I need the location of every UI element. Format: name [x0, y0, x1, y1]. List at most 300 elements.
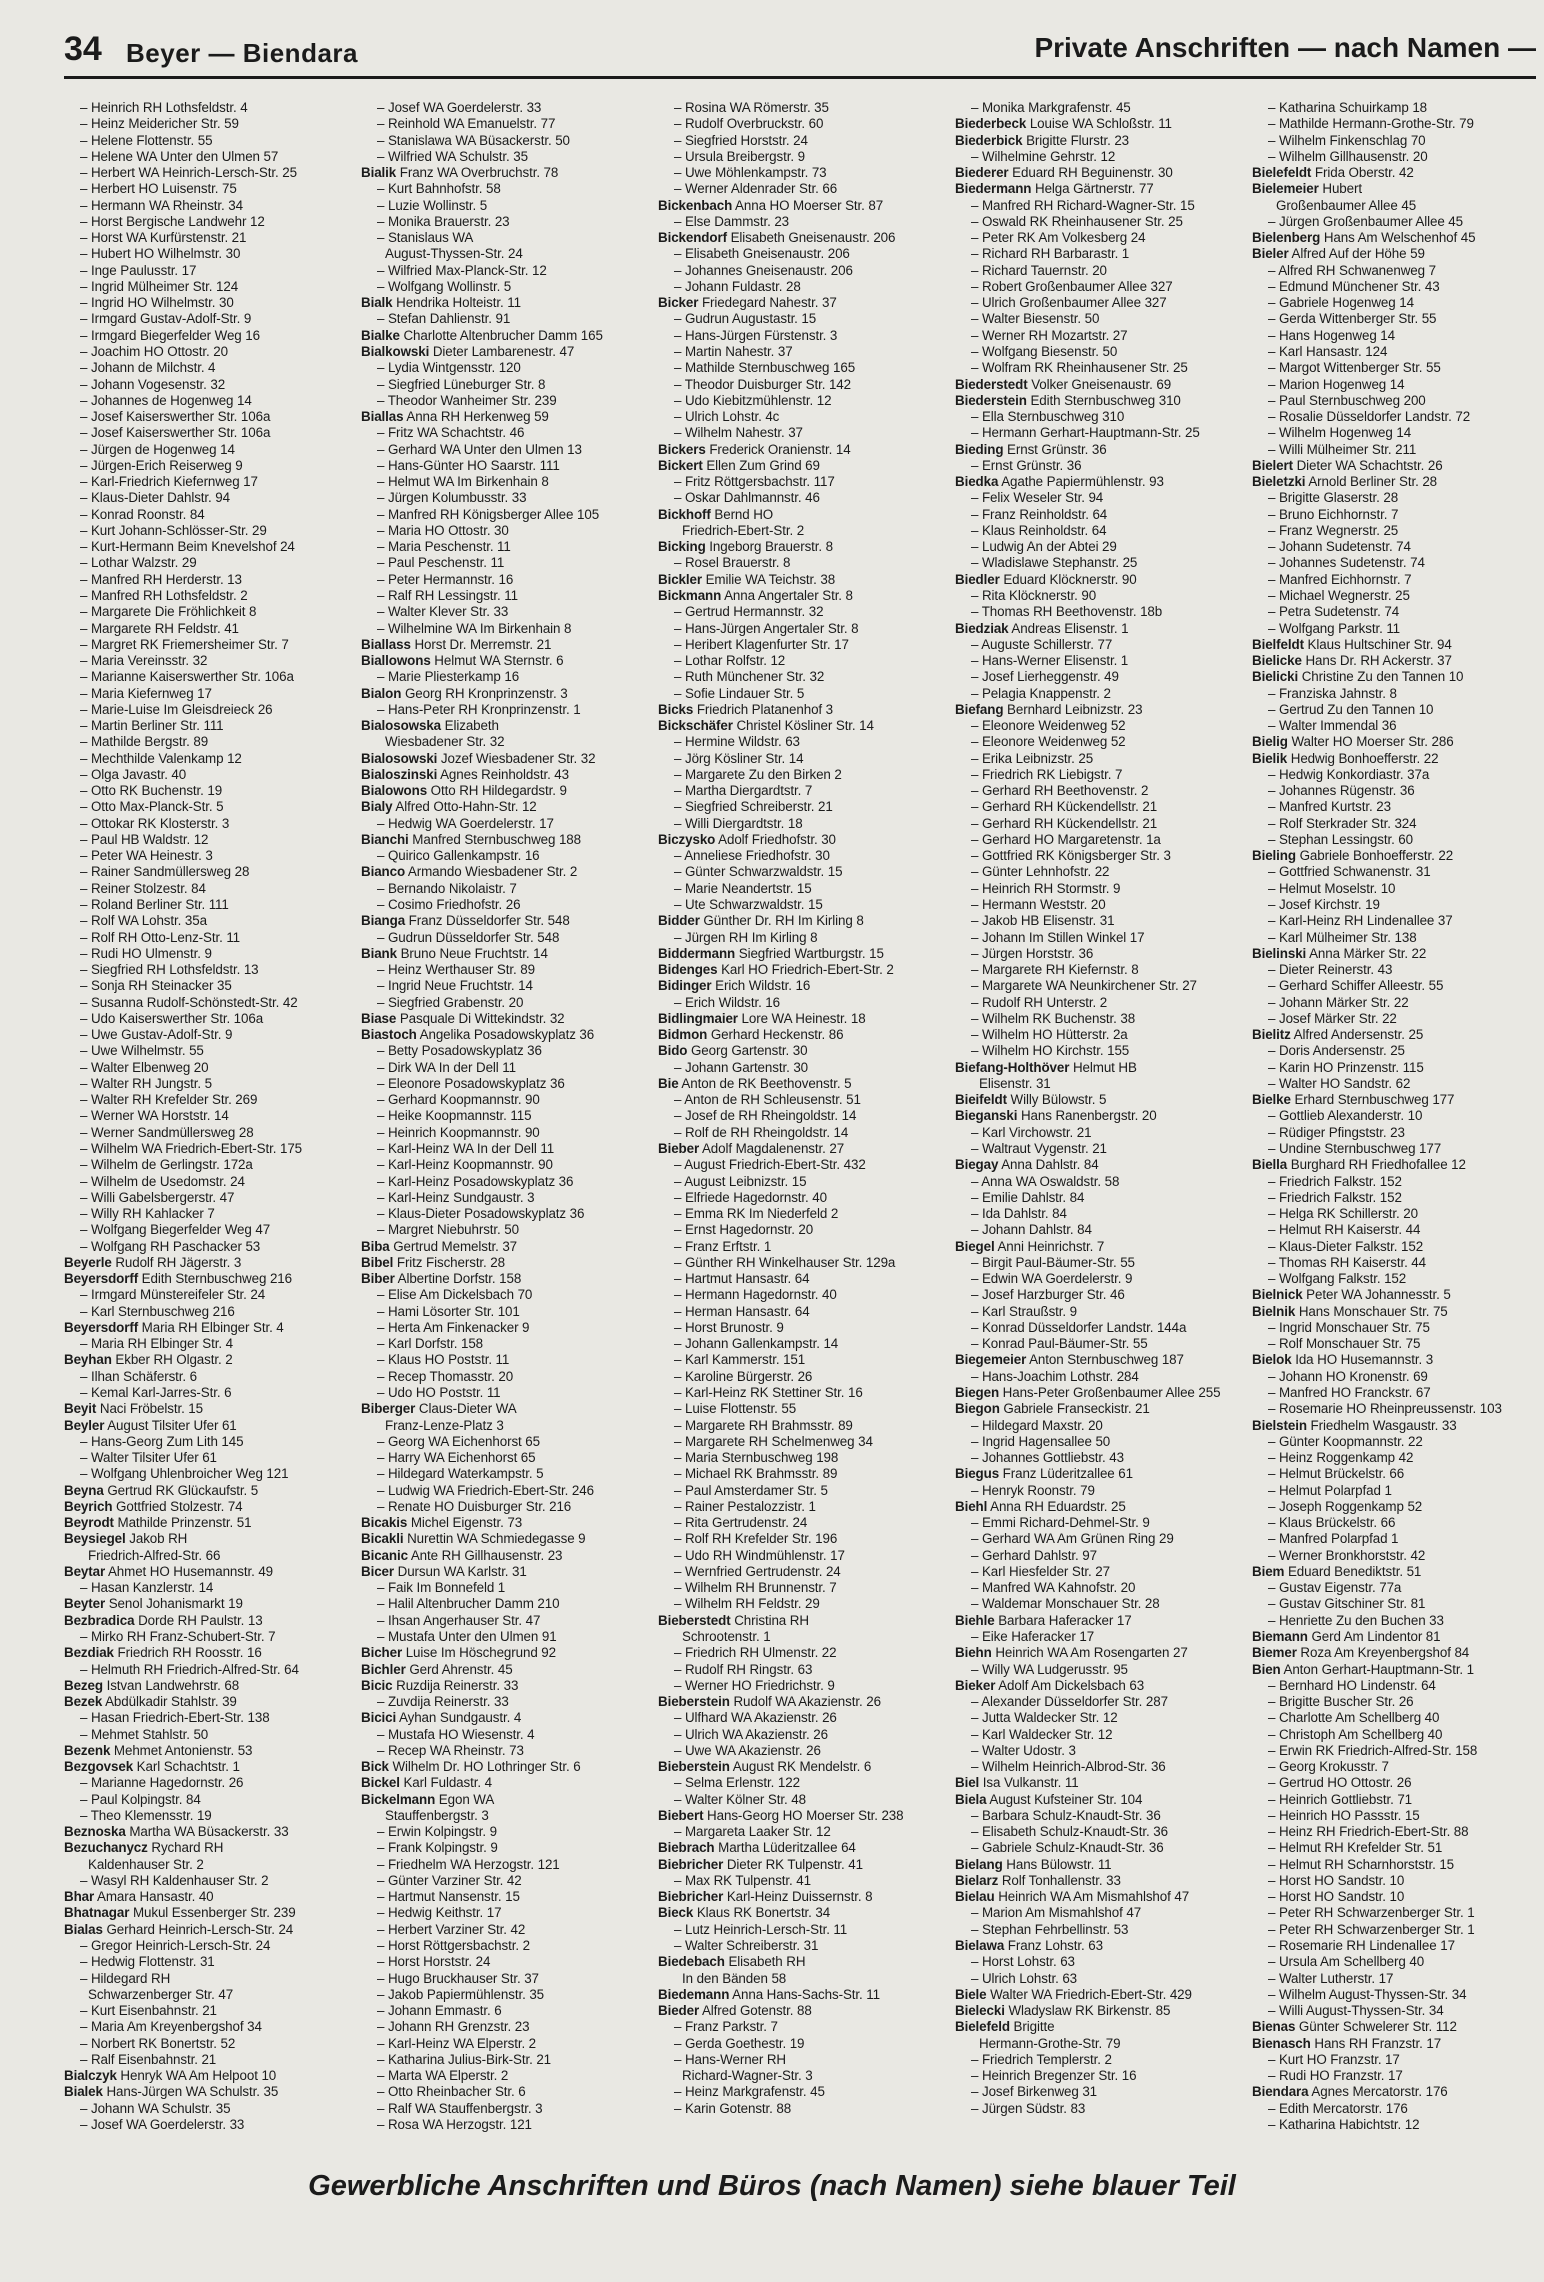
directory-entry: – Reinhold WA Emanuelstr. 77 [377, 116, 556, 132]
surname: Beyrich [64, 1498, 113, 1514]
directory-entry: – Manfred RH Herderstr. 13 [80, 571, 242, 587]
directory-entry: – Uwe Möhlenkampstr. 73 [674, 165, 827, 181]
directory-entry: Bieberstein Rudolf WA Akazienstr. 26 [658, 1694, 881, 1710]
directory-entry: Bialowons Otto RH Hildegardstr. 9 [361, 783, 567, 799]
surname: Bicic [361, 1677, 393, 1693]
directory-entry: Bicanic Ante RH Gillhausenstr. 23 [361, 1547, 563, 1563]
directory-entry: – Maria Kiefernweg 17 [80, 685, 212, 701]
directory-entry: – Auguste Schillerstr. 77 [971, 636, 1113, 652]
directory-entry: – Marie Neandertstr. 15 [674, 880, 812, 896]
surname: Bhatnagar [64, 1905, 130, 1921]
surname: Bido [658, 1043, 688, 1059]
directory-entry: Elisenstr. 31 [979, 1075, 1051, 1091]
directory-entry: Bialk Hendrika Holteistr. 11 [361, 295, 521, 311]
directory-entry: Biederstein Edith Sternbuschweg 310 [955, 392, 1181, 408]
directory-entry: – Hubert HO Wilhelmstr. 30 [80, 246, 241, 262]
directory-entry: – Karl Hansastr. 124 [1268, 343, 1388, 359]
directory-entry: Bielicki Christine Zu den Tannen 10 [1252, 669, 1464, 685]
directory-entry: Beznoska Martha WA Büsackerstr. 33 [64, 1824, 289, 1840]
directory-entry: – Gerhard RH Kückendellstr. 21 [971, 799, 1158, 815]
directory-entry: – Manfred WA Kahnofstr. 20 [971, 1580, 1136, 1596]
directory-entry: – Karoline Bürgerstr. 26 [674, 1368, 813, 1384]
directory-entry: – Ute Schwarzwaldstr. 15 [674, 897, 823, 913]
directory-entry: – Klaus Brückelstr. 66 [1268, 1515, 1396, 1531]
directory-entry: – Herbert Varziner Str. 42 [377, 1921, 526, 1937]
directory-entry: Bieifeldt Willy Bülowstr. 5 [955, 1092, 1107, 1108]
directory-entry: Bickel Karl Fuldastr. 4 [361, 1775, 492, 1791]
directory-entry: Bialkowski Dieter Lambarenestr. 47 [361, 343, 575, 359]
directory-entry: – Karl-Heinz WA Elperstr. 2 [377, 2035, 537, 2051]
directory-entry: – Josef WA Goerdelerstr. 33 [80, 2116, 245, 2132]
directory-entry: – Herbert HO Luisenstr. 75 [80, 181, 237, 197]
directory-entry: – Richard RH Barbarastr. 1 [971, 246, 1130, 262]
surname: Bick [361, 1759, 389, 1775]
directory-entry: – Ursula Am Schellberg 40 [1268, 1954, 1425, 1970]
directory-entry: – Udo Kiebitzmühlenstr. 12 [674, 392, 832, 408]
directory-entry: – Ulfhard WA Akazienstr. 26 [674, 1710, 837, 1726]
surname: Bianchi [361, 831, 409, 847]
directory-entry: Beyler August Tilsiter Ufer 61 [64, 1417, 237, 1433]
directory-entry: – Jörg Kösliner Str. 14 [674, 750, 804, 766]
directory-entry: – Hans-Jürgen Fürstenstr. 3 [674, 327, 838, 343]
directory-entry: Biegemeier Anton Sternbuschweg 187 [955, 1352, 1184, 1368]
directory-entry: Biebricher Dieter RK Tulpenstr. 41 [658, 1856, 863, 1872]
directory-entry: – Waltraut Vygenstr. 21 [971, 1141, 1107, 1156]
directory-entry: – Gerhard RH Kückendellstr. 21 [971, 815, 1158, 831]
directory-entry: – Elisabeth Gneisenaustr. 206 [674, 246, 850, 262]
directory-entry: – Irmgard Gustav-Adolf-Str. 9 [80, 311, 252, 327]
directory-entry: – Walter Tilsiter Ufer 61 [80, 1450, 217, 1466]
directory-entry: – Jürgen-Erich Reiserweg 9 [80, 457, 243, 473]
directory-entry: – Ottokar RK Klosterstr. 3 [80, 815, 230, 831]
surname: Bicks [658, 701, 694, 717]
directory-entry: – Mirko RH Franz-Schubert-Str. 7 [80, 1628, 276, 1644]
directory-entry: – Karl-Heinz Sundgaustr. 3 [377, 1189, 535, 1205]
directory-entry: – Johann RH Grenzstr. 23 [377, 2019, 530, 2035]
directory-entry: – Barbara Schulz-Knaudt-Str. 36 [971, 1807, 1161, 1823]
directory-entry: – Marianne Kaiserswerther Str. 106a [80, 669, 294, 685]
directory-entry: – Heinrich Bregenzer Str. 16 [971, 2068, 1137, 2084]
directory-entry: – Margarete RH Kiefernstr. 8 [971, 962, 1139, 978]
directory-entry: – Faik Im Bonnefeld 1 [377, 1580, 506, 1596]
directory-entry: – Ulrich WA Akazienstr. 26 [674, 1726, 828, 1742]
directory-entry: – Recep Thomasstr. 20 [377, 1368, 514, 1384]
directory-entry: Bielitz Alfred Andersenstr. 25 [1252, 1027, 1424, 1043]
surname: Bicker [658, 295, 699, 311]
directory-entry: – Gertrud Zu den Tannen 10 [1268, 701, 1434, 717]
directory-entry: – Gregor Heinrich-Lersch-Str. 24 [80, 1938, 271, 1954]
directory-entry: – Udo HO Poststr. 11 [377, 1384, 501, 1400]
directory-entry: – Walter Klever Str. 33 [377, 604, 509, 620]
directory-entry: – Wilhelm RK Buchenstr. 38 [971, 1010, 1136, 1026]
directory-entry: – August Friedrich-Ebert-Str. 432 [674, 1157, 866, 1173]
directory-entry: – Josef WA Goerdelerstr. 33 [377, 100, 542, 115]
surname: Biem [1252, 1563, 1285, 1579]
directory-entry: Richard-Wagner-Str. 3 [682, 2068, 813, 2084]
directory-entry: – Hedwig Flottenstr. 31 [80, 1954, 215, 1970]
surname: Biendara [1252, 2084, 1309, 2100]
surname: Bicanic [361, 1547, 408, 1563]
directory-entry: – Marianne Hagedornstr. 26 [80, 1775, 244, 1791]
directory-entry: – Gertrud Hermannstr. 32 [674, 604, 824, 620]
directory-entry: – Rudi HO Ulmenstr. 9 [80, 945, 212, 961]
directory-entry: – Josef Märker Str. 22 [1268, 1010, 1397, 1026]
directory-entry: – Halil Altenbrucher Damm 210 [377, 1596, 560, 1612]
directory-entry: – Heinz RH Friedrich-Ebert-Str. 88 [1268, 1824, 1469, 1840]
directory-entry: Biehle Barbara Haferacker 17 [955, 1612, 1132, 1628]
surname: Biehle [955, 1612, 995, 1628]
directory-entry: Biallas Anna RH Herkenweg 59 [361, 409, 549, 425]
directory-entry: Bienas Günter Schwelerer Str. 112 [1252, 2019, 1457, 2035]
directory-entry: Biedka Agathe Papiermühlenstr. 93 [955, 474, 1164, 490]
directory-entry: – Margarete Zu den Birken 2 [674, 766, 842, 782]
directory-entry: – Renate HO Duisburger Str. 216 [377, 1498, 572, 1514]
directory-entry: – Johann Dahlstr. 84 [971, 1222, 1092, 1238]
surname: Bielemeier [1252, 181, 1319, 197]
directory-entry: – Wolfgang RH Paschacker 53 [80, 1238, 261, 1254]
directory-entry: – Wolfgang Falkstr. 152 [1268, 1271, 1407, 1287]
directory-entry: – Bruno Eichhornstr. 7 [1268, 506, 1399, 522]
surname: Biederer [955, 165, 1009, 181]
directory-entry: Bianco Armando Wiesbadener Str. 2 [361, 864, 578, 880]
directory-entry: – Klaus Reinholdstr. 64 [971, 522, 1107, 538]
directory-entry: – Stanislaus WA [377, 230, 474, 246]
directory-entry: – Wilhelm RH Feldstr. 29 [674, 1596, 820, 1612]
directory-entry: Bienasch Hans RH Franzstr. 17 [1252, 2035, 1442, 2051]
directory-entry: – Manfred Eichhornstr. 7 [1268, 571, 1412, 587]
directory-entry: – Jakob Papiermühlenstr. 35 [377, 1986, 545, 2002]
directory-entry: – Werner RH Mozartstr. 27 [971, 327, 1128, 343]
directory-entry: Bicking Ingeborg Brauerstr. 8 [658, 539, 833, 555]
directory-entry: – Gerhard WA Unter den Ulmen 13 [377, 441, 582, 457]
directory-entry: – Helga RK Schillerstr. 20 [1268, 1206, 1418, 1222]
directory-entry: – Herta Am Finkenacker 9 [377, 1319, 530, 1335]
directory-entry: – Heinrich RH Stormstr. 9 [971, 880, 1121, 896]
surname: Bialon [361, 685, 402, 701]
directory-entry: Bickhoff Bernd HO [658, 506, 774, 522]
directory-entry: – Karin HO Prinzenstr. 115 [1268, 1059, 1424, 1075]
directory-entry: Biegen Hans-Peter Großenbaumer Allee 255 [955, 1384, 1221, 1400]
directory-entry: – Jürgen de Hogenweg 14 [80, 441, 235, 457]
surname: Biefang-Holthöver [955, 1059, 1070, 1075]
surname: Bienasch [1252, 2035, 1311, 2051]
surname: Beyler [64, 1417, 105, 1433]
directory-entry: – Johannes Gottliebstr. 43 [971, 1450, 1124, 1466]
directory-entry: – Rosa WA Herzogstr. 121 [377, 2116, 532, 2132]
directory-entry: Biallass Horst Dr. Merremstr. 21 [361, 636, 552, 652]
directory-entry: Bickmann Anna Angertaler Str. 8 [658, 587, 853, 603]
directory-entry: Biegus Franz Lüderitzallee 61 [955, 1466, 1133, 1482]
directory-entry: – Josef de RH Rheingoldstr. 14 [674, 1108, 857, 1124]
surname: Bielinski [1252, 945, 1307, 961]
directory-entry: – Anton de RH Schleusenstr. 51 [674, 1092, 861, 1108]
directory-entry: Biczysko Adolf Friedhofstr. 30 [658, 831, 836, 847]
directory-entry: – Rudi HO Franzstr. 17 [1268, 2068, 1403, 2084]
directory-entry: – Gerda Goethestr. 19 [674, 2035, 805, 2051]
directory-entry: – Siegfried Horststr. 24 [674, 132, 808, 148]
directory-entry: – Stephan Lessingstr. 60 [1268, 831, 1414, 847]
directory-entry: – Otto RK Buchenstr. 19 [80, 783, 223, 799]
directory-entry: – Heinrich Gottliebstr. 71 [1268, 1791, 1413, 1807]
directory-entry: – Hasan Friedrich-Ebert-Str. 138 [80, 1710, 270, 1726]
directory-entry: – Karl-Heinz RH Lindenallee 37 [1268, 913, 1453, 929]
directory-entry: – Josef Kirchstr. 19 [1268, 897, 1380, 913]
surname: Bezek [64, 1694, 103, 1710]
directory-entry: – Erika Leibnizstr. 25 [971, 750, 1094, 766]
directory-entry: – Udo RH Windmühlenstr. 17 [674, 1547, 845, 1563]
directory-entry: Biddermann Siegfried Wartburgstr. 15 [658, 945, 884, 961]
directory-entry: – Frank Kolpingstr. 9 [377, 1840, 498, 1856]
directory-entry: Biele Walter WA Friedrich-Ebert-Str. 429 [955, 1986, 1192, 2002]
directory-entry: – Maria Peschenstr. 11 [377, 539, 511, 555]
surname: Biehn [955, 1645, 992, 1661]
directory-entry: – Recep WA Rheinstr. 73 [377, 1742, 524, 1758]
directory-entry: Bielnik Hans Monschauer Str. 75 [1252, 1303, 1448, 1319]
surname: Biedziak [955, 620, 1009, 636]
surname: Bieifeldt [955, 1092, 1007, 1108]
surname: Bielang [955, 1856, 1003, 1872]
surname: Bielawa [955, 1938, 1005, 1954]
surname: Biegon [955, 1401, 1000, 1417]
directory-entry: – Klaus-Dieter Dahlstr. 94 [80, 490, 230, 506]
directory-entry: – Irmgard Biegerfelder Weg 16 [80, 327, 260, 343]
directory-entry: – Emilie Dahlstr. 84 [971, 1189, 1085, 1205]
surname: Bickelmann [361, 1791, 436, 1807]
directory-entry: – Birgit Paul-Bäumer-Str. 55 [971, 1254, 1135, 1270]
directory-entry: – Theodor Duisburger Str. 142 [674, 376, 851, 392]
surname: Bickel [361, 1775, 400, 1791]
directory-entry: – Ida Dahlstr. 84 [971, 1206, 1067, 1222]
directory-entry: Großenbaumer Allee 45 [1276, 197, 1417, 213]
directory-entry: – Jutta Waldecker Str. 12 [971, 1710, 1118, 1726]
directory-entry: – Margot Wittenberger Str. 55 [1268, 360, 1441, 376]
directory-entry: – Willi Gabelsbergerstr. 47 [80, 1189, 235, 1205]
directory-entry: – Gertrud HO Ottostr. 26 [1268, 1775, 1412, 1791]
directory-entry: – Rita Gertrudenstr. 24 [674, 1515, 808, 1531]
surname: Bielefeldt [1252, 165, 1312, 181]
directory-entry: – Helmut Moselstr. 10 [1268, 880, 1396, 896]
directory-entry: Biefang Bernhard Leibnizstr. 23 [955, 701, 1143, 717]
directory-entry: Bhatnagar Mukul Essenberger Str. 239 [64, 1905, 296, 1921]
directory-entry: – Ralf RH Lessingstr. 11 [377, 587, 518, 603]
directory-entry: – Ihsan Angerhauser Str. 47 [377, 1612, 541, 1628]
directory-entry: – Kurt-Hermann Beim Knevelshof 24 [80, 539, 295, 555]
directory-entry: – Fritz WA Schachtstr. 46 [377, 425, 525, 441]
directory-entry: Bezeg Istvan Landwehrstr. 68 [64, 1677, 240, 1693]
directory-entry: – Johann Sudetenstr. 74 [1268, 539, 1411, 555]
directory-entry: – Ernst Hagedornstr. 20 [674, 1222, 814, 1238]
directory-entry: Biedler Eduard Klöcknerstr. 90 [955, 571, 1137, 587]
surname: Biedebach [658, 1954, 725, 1970]
directory-entry: Beyersdorff Maria RH Elbinger Str. 4 [64, 1319, 284, 1335]
directory-entry: Bielenberg Hans Am Welschenhof 45 [1252, 230, 1476, 246]
directory-entry: – Gerhard Dahlstr. 97 [971, 1547, 1097, 1563]
directory-entry: – Wilhelm WA Friedrich-Ebert-Str. 175 [80, 1141, 303, 1156]
directory-entry: Bickler Emilie WA Teichstr. 38 [658, 571, 836, 587]
surname: Biemann [1252, 1628, 1308, 1644]
directory-entry: – Konrad Paul-Bäumer-Str. 55 [971, 1336, 1148, 1352]
directory-entry: – Helmut WA Im Birkenhain 8 [377, 474, 549, 490]
directory-entry: – Gottlieb Alexanderstr. 10 [1268, 1108, 1423, 1124]
directory-entry: – Margarete RH Feldstr. 41 [80, 620, 239, 636]
directory-entry: – Theodor Wanheimer Str. 239 [377, 392, 557, 408]
directory-entry: – Ralf WA Stauffenbergstr. 3 [377, 2100, 543, 2116]
column-5 [1252, 100, 1542, 2140]
directory-entry: Biedemann Anna Hans-Sachs-Str. 11 [658, 1986, 880, 2002]
directory-entry: – Maria Vereinsstr. 32 [80, 653, 208, 669]
directory-entry: – Willi Diergardtstr. 18 [674, 815, 803, 831]
directory-entry: Bieler Alfred Auf der Höhe 59 [1252, 246, 1425, 262]
name-range: Beyer — Biendara [126, 38, 358, 68]
surname: Beyit [64, 1401, 97, 1417]
directory-entry: – Richard Tauernstr. 20 [971, 262, 1107, 278]
directory-entry: – Paul Peschenstr. 11 [377, 555, 505, 571]
directory-entry: – Max RK Tulpenstr. 41 [674, 1872, 811, 1888]
directory-entry: – Jürgen Kolumbusstr. 33 [377, 490, 527, 506]
directory-entry: – Uwe WA Akazienstr. 26 [674, 1742, 821, 1758]
surname: Bieder [658, 2003, 700, 2019]
directory-entry: – Walter HO Sandstr. 62 [1268, 1075, 1411, 1091]
surname: Biebert [658, 1807, 704, 1823]
directory-entry: Bicker Friedegard Nahestr. 37 [658, 295, 837, 311]
surname: Bicakli [361, 1531, 404, 1547]
surname: Bickhoff [658, 506, 711, 522]
directory-entry: Bielefeld Brigitte [955, 2019, 1055, 2035]
surname: Biederbeck [955, 116, 1027, 132]
directory-entry: – Roland Berliner Str. 111 [80, 897, 229, 913]
directory-entry: Biallowons Helmut WA Sternstr. 6 [361, 653, 564, 669]
surname: Bhar [64, 1889, 95, 1905]
directory-entry: – Karl-Friedrich Kiefernweg 17 [80, 474, 258, 490]
directory-entry: – Manfred Polarpfad 1 [1268, 1531, 1399, 1547]
directory-entry: Bialon Georg RH Kronprinzenstr. 3 [361, 685, 568, 701]
directory-entry: – Harry WA Eichenhorst 65 [377, 1450, 536, 1466]
directory-entry: – Susanna Rudolf-Schönstedt-Str. 42 [80, 994, 298, 1010]
directory-entry: – Martin Berliner Str. 111 [80, 718, 224, 734]
directory-entry: Bieganski Hans Ranenbergstr. 20 [955, 1108, 1157, 1124]
directory-entry: – Hermann WA Rheinstr. 34 [80, 197, 243, 213]
directory-entry: – Horst Brunostr. 9 [674, 1319, 784, 1335]
surname: Bicakis [361, 1515, 408, 1531]
directory-entry: – Siegfried Grabenstr. 20 [377, 994, 524, 1010]
surname: Bidinger [658, 978, 712, 994]
directory-entry: – Walter Elbenweg 20 [80, 1059, 209, 1075]
surname: Bicici [361, 1710, 397, 1726]
directory-entry: Bieker Adolf Am Dickelsbach 63 [955, 1677, 1145, 1693]
surname: Biegel [955, 1238, 995, 1254]
directory-entry: – Wilhelm Nahestr. 37 [674, 425, 803, 441]
directory-entry: – Hedwig Keithstr. 17 [377, 1905, 502, 1921]
directory-entry: – Irmgard Münstereifeler Str. 24 [80, 1287, 266, 1303]
surname: Bezenk [64, 1742, 111, 1758]
directory-entry: Friedrich-Ebert-Str. 2 [682, 522, 805, 538]
directory-entry: – Mehmet Stahlstr. 50 [80, 1726, 209, 1742]
surname: Bielke [1252, 1092, 1291, 1108]
surname: Bialczyk [64, 2068, 117, 2084]
directory-entry: – Mustafa HO Wiesenstr. 4 [377, 1726, 535, 1742]
directory-entry: – Oswald RK Rheinhausener Str. 25 [971, 213, 1183, 229]
directory-entry: Bickendorf Elisabeth Gneisenaustr. 206 [658, 230, 896, 246]
surname: Biegen [955, 1384, 1000, 1400]
directory-entry: Bickers Frederick Oranienstr. 14 [658, 441, 851, 457]
directory-entry: Bido Georg Gartenstr. 30 [658, 1043, 808, 1059]
directory-entry: Bielau Heinrich WA Am Mismahlshof 47 [955, 1889, 1190, 1905]
directory-entry: – Walter RH Jungstr. 5 [80, 1075, 212, 1091]
directory-entry: Bicher Luise Im Höschegrund 92 [361, 1645, 556, 1661]
directory-entry: – Werner Sandmüllersweg 28 [80, 1124, 254, 1140]
directory-entry: – Anna WA Oswaldstr. 58 [971, 1173, 1120, 1189]
directory-entry: Bien Anton Gerhart-Hauptmann-Str. 1 [1252, 1661, 1475, 1677]
directory-entry: – Hermann Hagedornstr. 40 [674, 1287, 837, 1303]
directory-entry: – Rosina WA Römerstr. 35 [674, 100, 829, 115]
directory-entry: – Lydia Wintgensstr. 120 [377, 360, 521, 376]
directory-entry: – Horst HO Sandstr. 10 [1268, 1889, 1405, 1905]
directory-entry: – Ingrid HO Wilhelmstr. 30 [80, 295, 234, 311]
directory-entry: – Else Dammstr. 23 [674, 213, 790, 229]
directory-entry: Bicici Ayhan Sundgaustr. 4 [361, 1710, 522, 1726]
surname: Bielicke [1252, 653, 1302, 669]
directory-entry: – Oskar Dahlmannstr. 46 [674, 490, 820, 506]
directory-entry: – Gerhard RH Beethovenstr. 2 [971, 783, 1149, 799]
directory-entry: – Gustav Eigenstr. 77a [1268, 1580, 1402, 1596]
directory-entry: – Johann Emmastr. 6 [377, 2003, 502, 2019]
surname: Bialowons [361, 783, 428, 799]
directory-entry: – Walter Biesenstr. 50 [971, 311, 1100, 327]
surname: Bicer [361, 1563, 394, 1579]
directory-entry: Schrootenstr. 1 [682, 1628, 771, 1644]
directory-entry: – Erwin Kolpingstr. 9 [377, 1824, 497, 1840]
directory-entry: – Stanislawa WA Büsackerstr. 50 [377, 132, 570, 148]
directory-entry: Beyrodt Mathilde Prinzenstr. 51 [64, 1515, 252, 1531]
surname: Biank [361, 945, 397, 961]
directory-entry: Biemer Roza Am Kreyenbergshof 84 [1252, 1645, 1470, 1661]
directory-entry: – Hans-Günter HO Saarstr. 111 [377, 457, 560, 473]
directory-entry: Bicer Dursun WA Karlstr. 31 [361, 1563, 527, 1579]
directory-entry: – Manfred HO Franckstr. 67 [1268, 1384, 1431, 1400]
surname: Bieding [955, 441, 1004, 457]
directory-entry: Bieding Ernst Grünstr. 36 [955, 441, 1107, 457]
directory-entry: – Johann Gartenstr. 30 [674, 1059, 809, 1075]
directory-entry: – Siegfried Lüneburger Str. 8 [377, 376, 546, 392]
directory-entry: – Eleonore Posadowskyplatz 36 [377, 1075, 565, 1091]
directory-entry: – Wolfgang Uhlenbroicher Weg 121 [80, 1466, 289, 1482]
directory-entry: Bichler Gerd Ahrenstr. 45 [361, 1661, 513, 1677]
directory-entry: – Michael Wegnerstr. 25 [1268, 587, 1410, 603]
directory-entry: – Anneliese Friedhofstr. 30 [674, 848, 830, 864]
directory-entry: – Johann Im Stillen Winkel 17 [971, 929, 1145, 945]
directory-entry: – Kurt HO Franzstr. 17 [1268, 2051, 1400, 2067]
directory-entry: – Margarete RH Brahmsstr. 89 [674, 1417, 853, 1433]
surname: Bickler [658, 571, 702, 587]
surname: Beyhan [64, 1352, 112, 1368]
directory-entry: – Wilhelmine WA Im Birkenhain 8 [377, 620, 572, 636]
directory-entry: – Wilhelm de Usedomstr. 24 [80, 1173, 245, 1189]
directory-entry: Biehl Anna RH Eduardstr. 25 [955, 1498, 1126, 1514]
directory-entry: Wiesbadener Str. 32 [385, 734, 505, 750]
directory-entry: – Willy RH Kahlacker 7 [80, 1206, 215, 1222]
directory-entry: – Margret Niebuhrstr. 50 [377, 1222, 519, 1238]
surname: Bickschäfer [658, 718, 733, 734]
surname: Biederstein [955, 392, 1027, 408]
directory-entry: – Cosimo Friedhofstr. 26 [377, 897, 521, 913]
directory-entry: – Horst Bergische Landwehr 12 [80, 213, 265, 229]
directory-entry: – Jürgen Großenbaumer Allee 45 [1268, 213, 1464, 229]
directory-entry: – Uwe Gustav-Adolf-Str. 9 [80, 1027, 233, 1043]
surname: Biddermann [658, 945, 736, 961]
directory-entry: Bielinski Anna Märker Str. 22 [1252, 945, 1427, 961]
directory-entry: – Selma Erlenstr. 122 [674, 1775, 800, 1791]
directory-entry: Bieck Klaus RK Bonertstr. 34 [658, 1905, 831, 1921]
